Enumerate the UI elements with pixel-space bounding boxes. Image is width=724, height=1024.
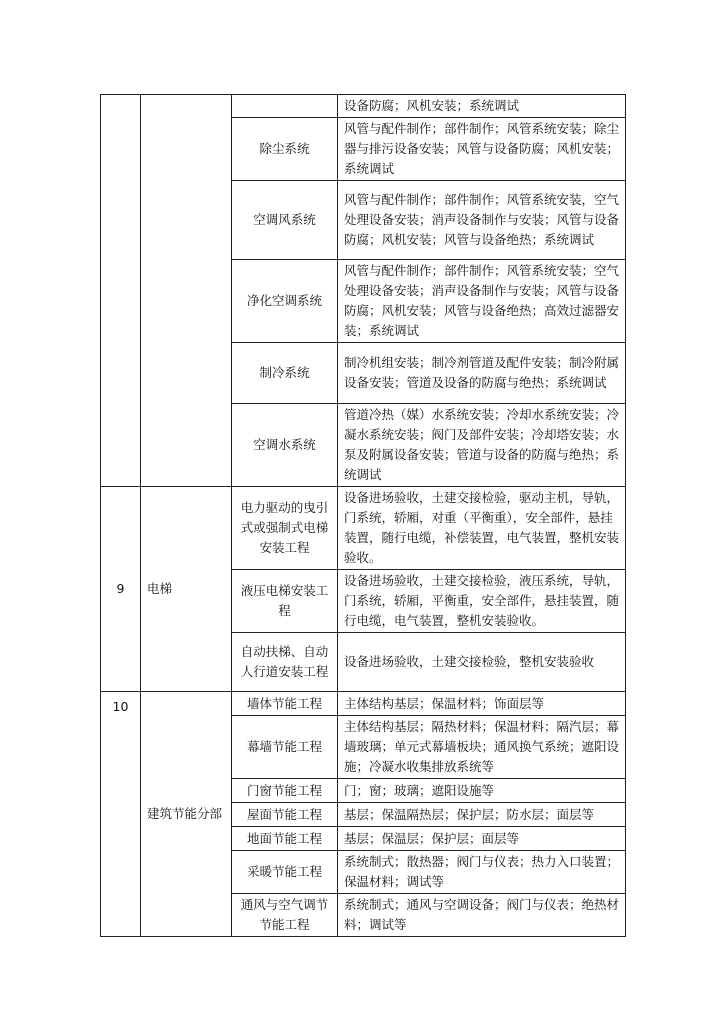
content-cell: 管道冷热（媒）水系统安装；冷却水系统安装；冷凝水系统安装；阀门及部件安装；冷却塔安装；水泵及附属设备安装；管道与设备的防腐与绝热；系统调试 <box>338 404 626 487</box>
row-number-cell <box>101 95 141 487</box>
subsection-cell: 电力驱动的曳引式或强制式电梯安装工程 <box>232 487 338 570</box>
table-row <box>101 692 626 716</box>
subsection-cell: 制冷系统 <box>232 343 338 404</box>
content-cell: 风管与配件制作；部件制作；风管系统安装，空气处理设备安装；消声设备制作与安装；风管与设备防腐；风机安装；风管与设备绝热；系统调试 <box>338 181 626 260</box>
subsection-cell: 液压电梯安装工程 <box>232 570 338 633</box>
subsection-cell: 通风与空气调节节能工程 <box>232 894 338 937</box>
content-cell: 设备进场验收，土建交接检验，驱动主机，导轨，门系统，轿厢，对重（平衡重），安全部件，悬挂装置，随行电缆，补偿装置，电气装置，整机安装验收。 <box>338 487 626 570</box>
subsection-cell: 地面节能工程 <box>232 827 338 851</box>
content-cell: 主体结构基层；隔热材料；保温材料；隔汽层；幕墙玻璃；单元式幕墙板块；通风换气系统；遮阳设施；冷凝水收集排放系统等 <box>338 716 626 779</box>
content-cell: 风管与配件制作；部件制作；风管系统安装；空气处理设备安装；消声设备制作与安装；风管与设备防腐；风机安装；风管与设备绝热；高效过滤器安装；系统调试 <box>338 260 626 343</box>
content-cell: 基层；保温层；保护层；面层等 <box>338 827 626 851</box>
content-cell: 系统制式；通风与空调设备；阀门与仪表；绝热材料；调试等 <box>338 894 626 937</box>
subsection-cell: 屋面节能工程 <box>232 803 338 827</box>
division-cell: 建筑节能分部 <box>141 692 232 937</box>
subsection-cell: 净化空调系统 <box>232 260 338 343</box>
subsection-cell: 采暖节能工程 <box>232 851 338 894</box>
table-row <box>101 95 626 118</box>
subsection-cell: 空调水系统 <box>232 404 338 487</box>
subsection-cell <box>232 95 338 118</box>
subsection-cell: 空调风系统 <box>232 181 338 260</box>
division-cell: 电梯 <box>141 487 232 692</box>
subsection-cell: 除尘系统 <box>232 118 338 181</box>
row-number-cell: 10 <box>101 692 141 937</box>
content-cell: 主体结构基层；保温材料；饰面层等 <box>338 692 626 716</box>
content-cell: 制冷机组安装；制冷剂管道及配件安装；制冷附属设备安装；管道及设备的防腐与绝热；系统调试 <box>338 343 626 404</box>
content-cell: 门；窗；玻璃；遮阳设施等 <box>338 779 626 803</box>
table-row <box>101 487 626 570</box>
content-cell: 基层；保温隔热层；保护层；防水层；面层等 <box>338 803 626 827</box>
row-number-cell: 9 <box>101 487 141 692</box>
content-cell: 风管与配件制作；部件制作；风管系统安装；除尘器与排污设备安装；风管与设备防腐；风机安装；系统调试 <box>338 118 626 181</box>
subsection-cell: 幕墙节能工程 <box>232 716 338 779</box>
subsection-cell: 自动扶梯、自动人行道安装工程 <box>232 633 338 692</box>
content-cell: 设备防腐；风机安装；系统调试 <box>338 95 626 118</box>
content-cell: 设备进场验收，土建交接检验，整机安装验收 <box>338 633 626 692</box>
subsection-cell: 墙体节能工程 <box>232 692 338 716</box>
division-cell <box>141 95 232 487</box>
content-cell: 系统制式；散热器；阀门与仪表；热力入口装置；保温材料；调试等 <box>338 851 626 894</box>
content-cell: 设备进场验收，土建交接检验，液压系统，导轨，门系统，轿厢，平衡重，安全部件，悬挂装置，随行电缆，电气装置，整机安装验收。 <box>338 570 626 633</box>
acceptance-division-table <box>100 94 626 937</box>
subsection-cell: 门窗节能工程 <box>232 779 338 803</box>
